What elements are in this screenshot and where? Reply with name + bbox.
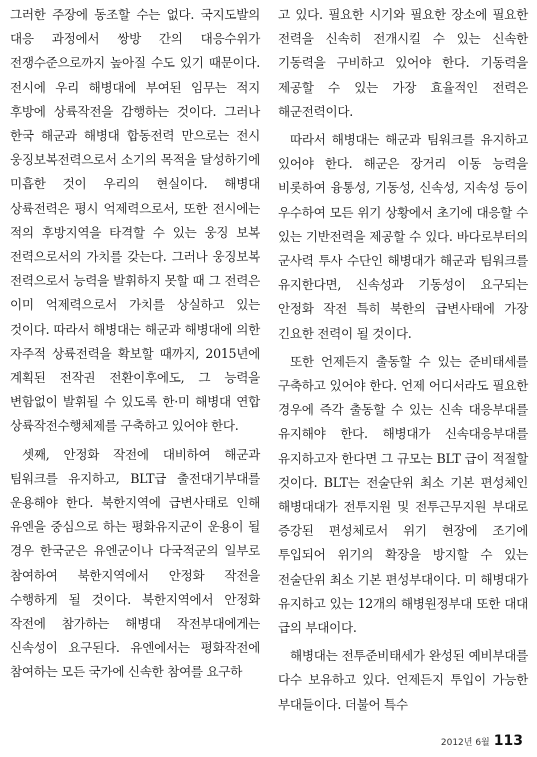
right-text-column: [278, 3, 528, 717]
right-paragraph-2: 따라서 해병대는 해군과 팀워크를 유지하고 있어야 한다. 해군은 장거리 이동 능력을 비롯하여 융통성, 기동성, 신속성, 지속성 등이 우수하여 모든 위기 상황에서 초기에 대응할 수 있는 기반전력을 제공할 수 있다. 바다로부터의 군사력 투사 수단인 해병대가 해군과 팀워크를 유지한다면, 신속성과 기동성이 요구되는 안정화 작전 특히 북한의 급변사태에 가장 긴요한 전력이 될 것이다.: [278, 132, 528, 341]
right-paragraph-3: 또한 언제든지 출동할 수 있는 준비태세를 구축하고 있어야 한다. 언제 어디서라도 필요한 경우에 즉각 출동할 수 있는 신속 대응부대를 유지해야 한다. 해병대가 신속대응부대를 유지하고자 한다면 그 규모는 BLT 급이 적절할 것이다. BLT는 전술단위 최소 기본 편성체인 해병대대가 전투지원 및 전투근무지원 부대로 증강된 편성체로서 위기 현장에 조기에 투입되어 위기의 확장을 방지할 수 있는 전술단위 최소 기본 편성부대이다. 미 해병대가 유지하고 있는 12개의 해병원정부대 또한 대대 급의 부대이다.: [278, 353, 528, 636]
right-paragraph-1: 고 있다. 필요한 시기와 필요한 장소에 필요한 전력을 신속히 전개시킬 수 있는 신속한 기동력을 구비하고 있어야 한다. 기동력을 제공할 수 있는 가장 효율적인 전력은 해군전력이다.: [278, 7, 528, 119]
left-paragraph-1: 그러한 주장에 동조할 수는 없다. 국지도발의 대응 과정에서 쌍방 간의 대응수위가 전쟁수준으로까지 높아질 수도 있기 때문이다. 전시에 우리 해병대에 부여된 임무는 적지 후방에 상륙작전을 감행하는 것이다. 그러나 한국 해군과 해병대 합동전력 만으로는 전시 웅징보복전력으로서 소기의 목적을 달성하기에 미흡한 것이 우리의 현실이다. 해병대 상륙전력은 평시 억제력으로서, 또한 전시에는 적의 후방지역을 타격할 수 있는 웅징 보복 전력으로서의 가치를 갖는다. 그러나 웅징보복 전력으로서 능력을 발휘하지 못할 때 그 전력은 이미 억제력으로서 가치를 상실하고 있는 것이다. 따라서 해병대는 해군과 해병대에 의한 자주적 상륙전력을 확보할 때까지, 2015년에 계획된 전작권 전환이후에도, 그 능력을 변함없이 발휘될 수 있도록 한·미 해병대 연합 상륙작전수행체제를 구축하고 있어야 한다.: [10, 7, 260, 434]
left-text-column: [10, 3, 260, 685]
right-paragraph-4: 해병대는 전투준비태세가 완성된 예비부대를 다수 보유하고 있다. 언제든지 투입이 가능한 부대들이다. 더불어 특수: [278, 648, 528, 712]
page-number: 113: [493, 733, 523, 749]
issue-date: 2012년 6월: [440, 738, 490, 748]
left-paragraph-2: 셋째, 안정화 작전에 대비하여 해군과 팀워크를 유지하고, BLT급 출전대기부대를 운용해야 한다. 북한지역에 급변사태로 인해 유엔을 중심으로 하는 평화유지군이 운용이 될 경우 한국군은 유엔군이나 다국적군의 일부로 참여하여 북한지역에서 안정화 작전을 수행하게 될 것이다. 북한지역에서 안정화 작전에 참가하는 해병대 작전부대에게는 신속성이 요구된다. 유엔에서는 평화작전에 참여하는 모든 국가에 신속한 참여를 요구하: [10, 446, 260, 680]
page-footer: [441, 733, 523, 749]
